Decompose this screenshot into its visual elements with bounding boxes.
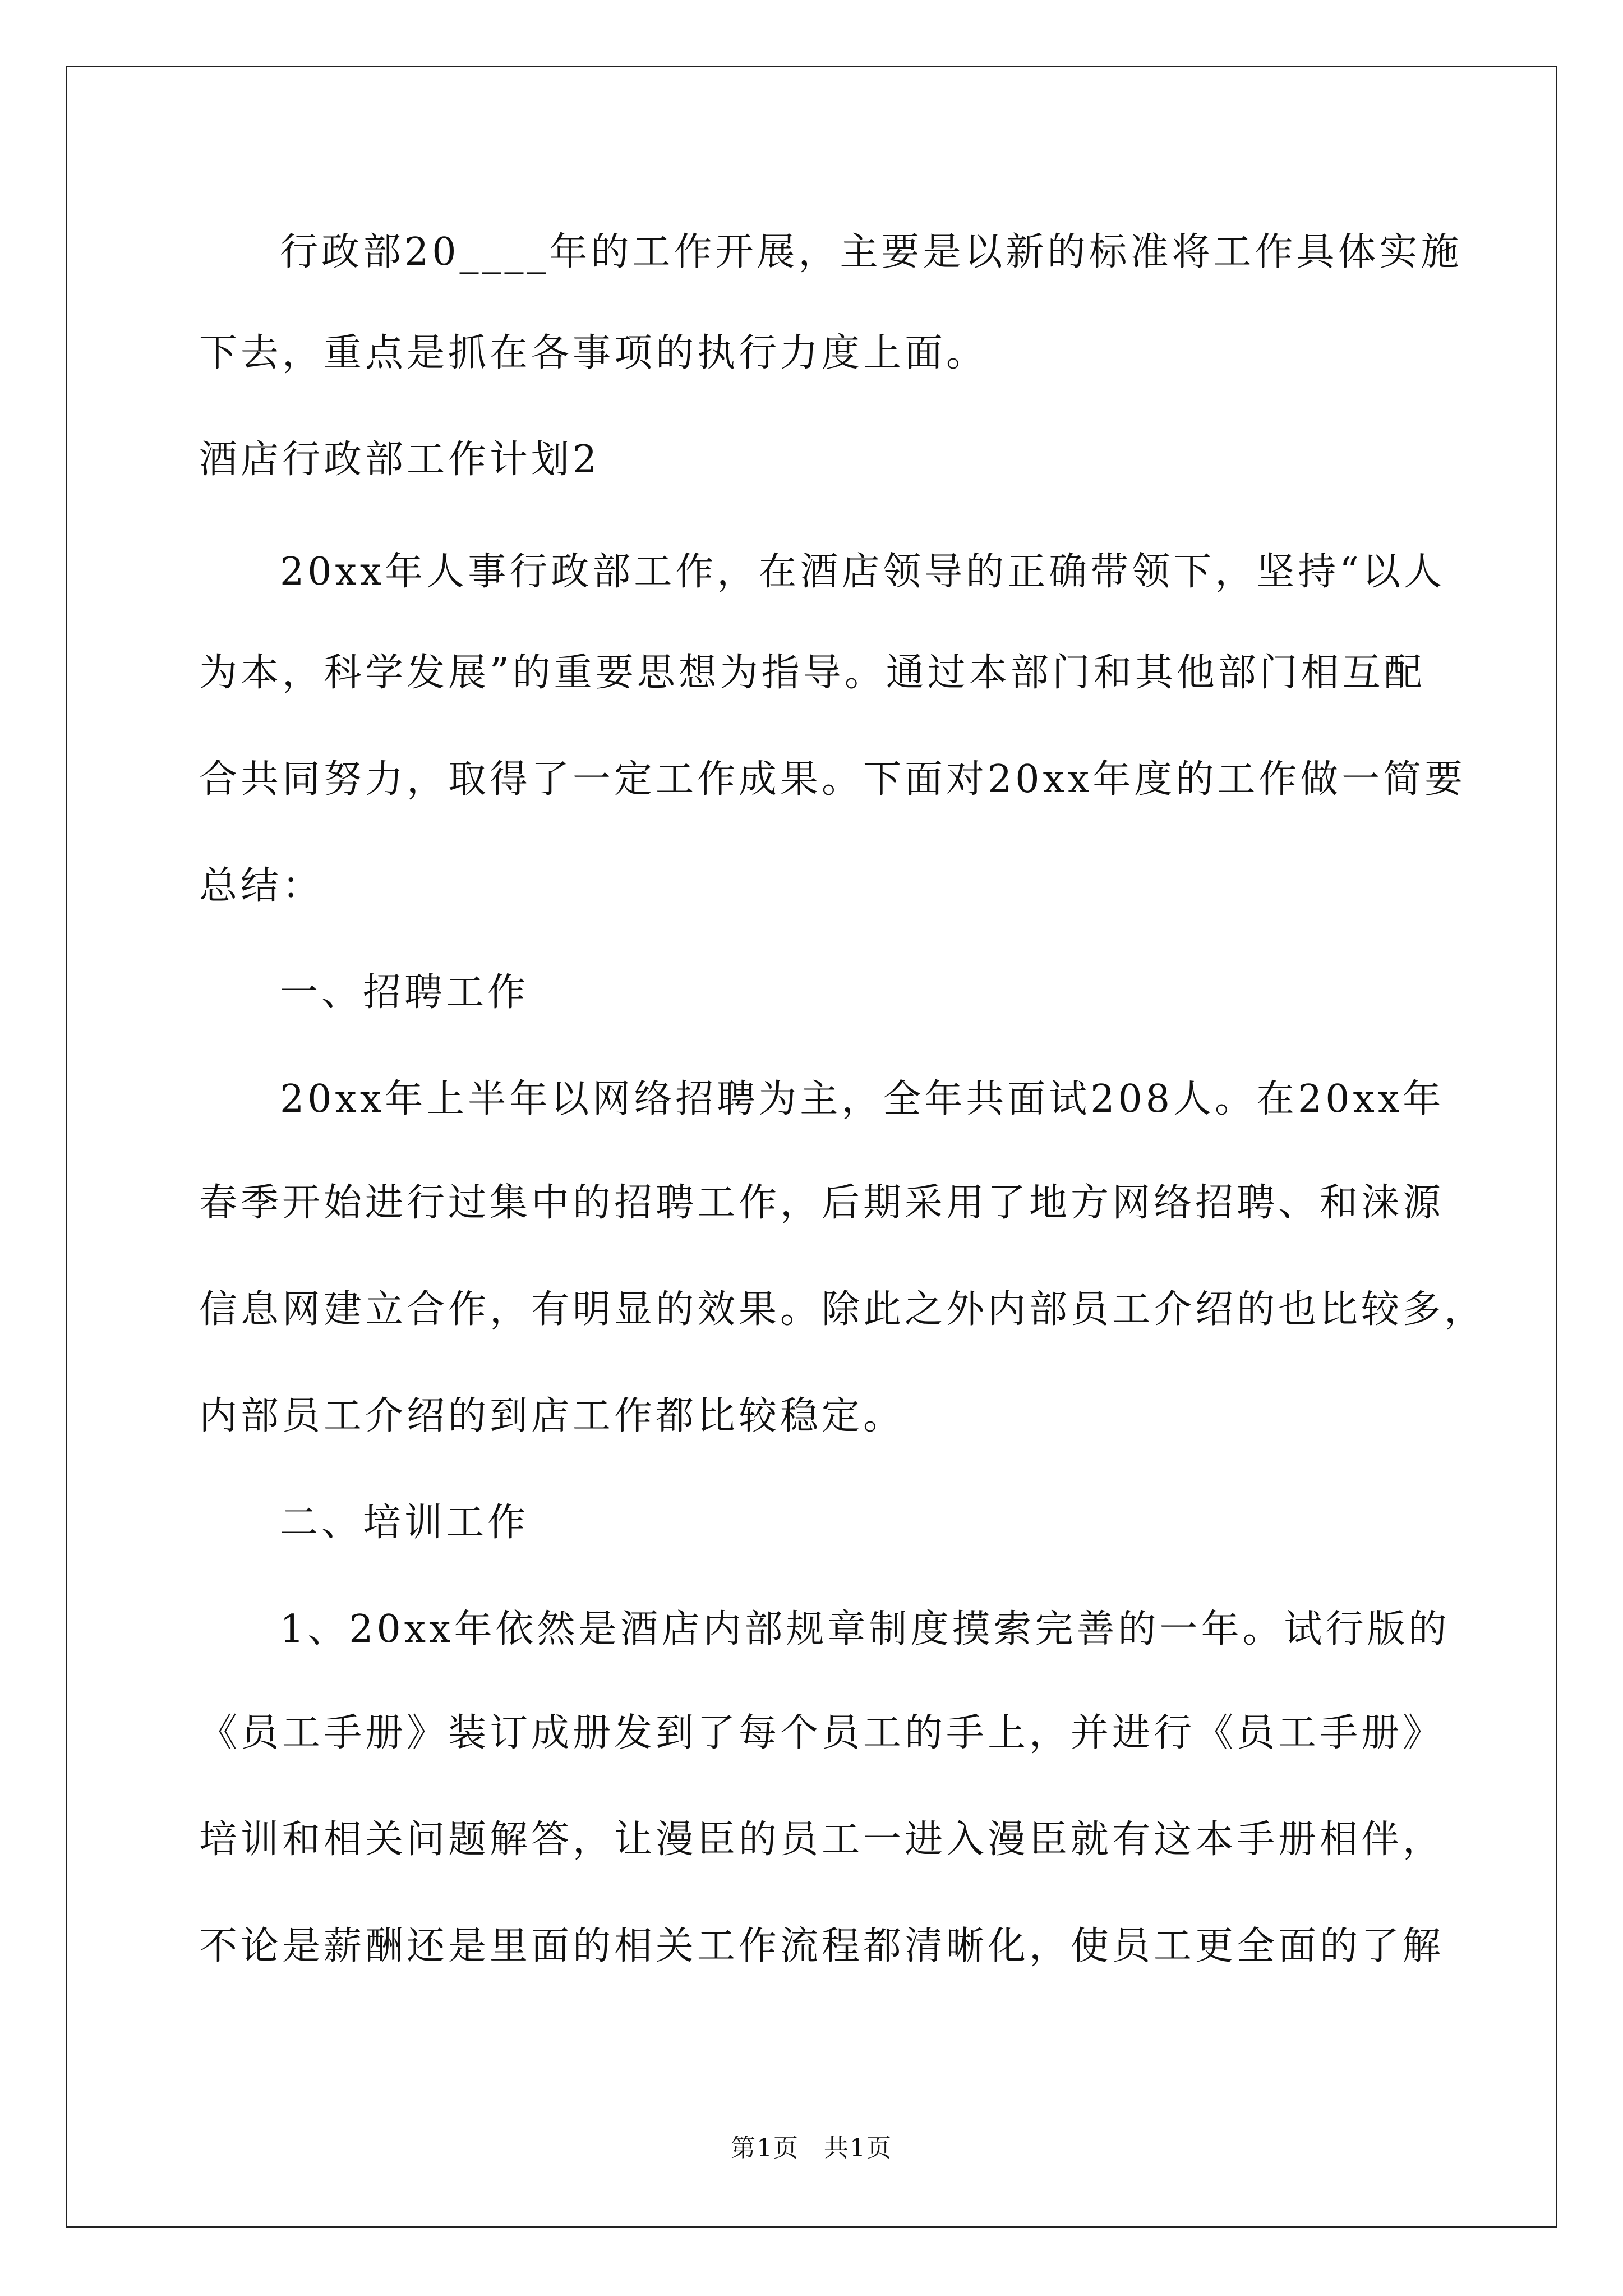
subsection-heading: 二、培训工作 (280, 1501, 529, 1545)
paragraph-line: 《员工手册》装订成册发到了每个员工的手上，并进行《员工手册》 (199, 1711, 1445, 1755)
paragraph-line: 20xx年上半年以网络招聘为主，全年共面试208人。在20xx年 (280, 1077, 1445, 1121)
subsection-heading: 一、招聘工作 (280, 970, 529, 1015)
paragraph-line: 总结： (199, 864, 324, 908)
section-title: 酒店行政部工作计划2 (199, 438, 601, 482)
page-total: 共1页 (824, 2134, 892, 2162)
paragraph-line: 行政部20____年的工作开展，主要是以新的标准将工作具体实施 (280, 230, 1463, 274)
paragraph-line: 下去，重点是抓在各事项的执行力度上面。 (199, 331, 988, 375)
paragraph-line: 培训和相关问题解答，让漫臣的员工一进入漫臣就有这本手册相伴， (199, 1818, 1445, 1862)
paragraph-line: 合共同努力，取得了一定工作成果。下面对20xx年度的工作做一简要 (199, 757, 1467, 802)
paragraph-line: 1、20xx年依然是酒店内部规章制度摸索完善的一年。试行版的 (280, 1607, 1450, 1651)
paragraph-line: 不论是薪酬还是里面的相关工作流程都清晰化，使员工更全面的了解 (199, 1924, 1445, 1968)
paragraph-line: 内部员工介绍的到店工作都比较稳定。 (199, 1394, 905, 1438)
paragraph-line: 信息网建立合作，有明显的效果。除此之外内部员工介绍的也比较多， (199, 1287, 1486, 1332)
page-number: 第1页 (731, 2134, 799, 2162)
page-border (66, 66, 1557, 2228)
paragraph-line: 春季开始进行过集中的招聘工作，后期采用了地方网络招聘、和涞源 (199, 1181, 1445, 1225)
paragraph-line: 为本，科学发展”的重要思想为指导。通过本部门和其他部门相互配 (199, 651, 1426, 695)
paragraph-line: 20xx年人事行政部工作，在酒店领导的正确带领下，坚持“以人 (280, 550, 1445, 594)
page-footer (0, 2132, 1623, 2165)
